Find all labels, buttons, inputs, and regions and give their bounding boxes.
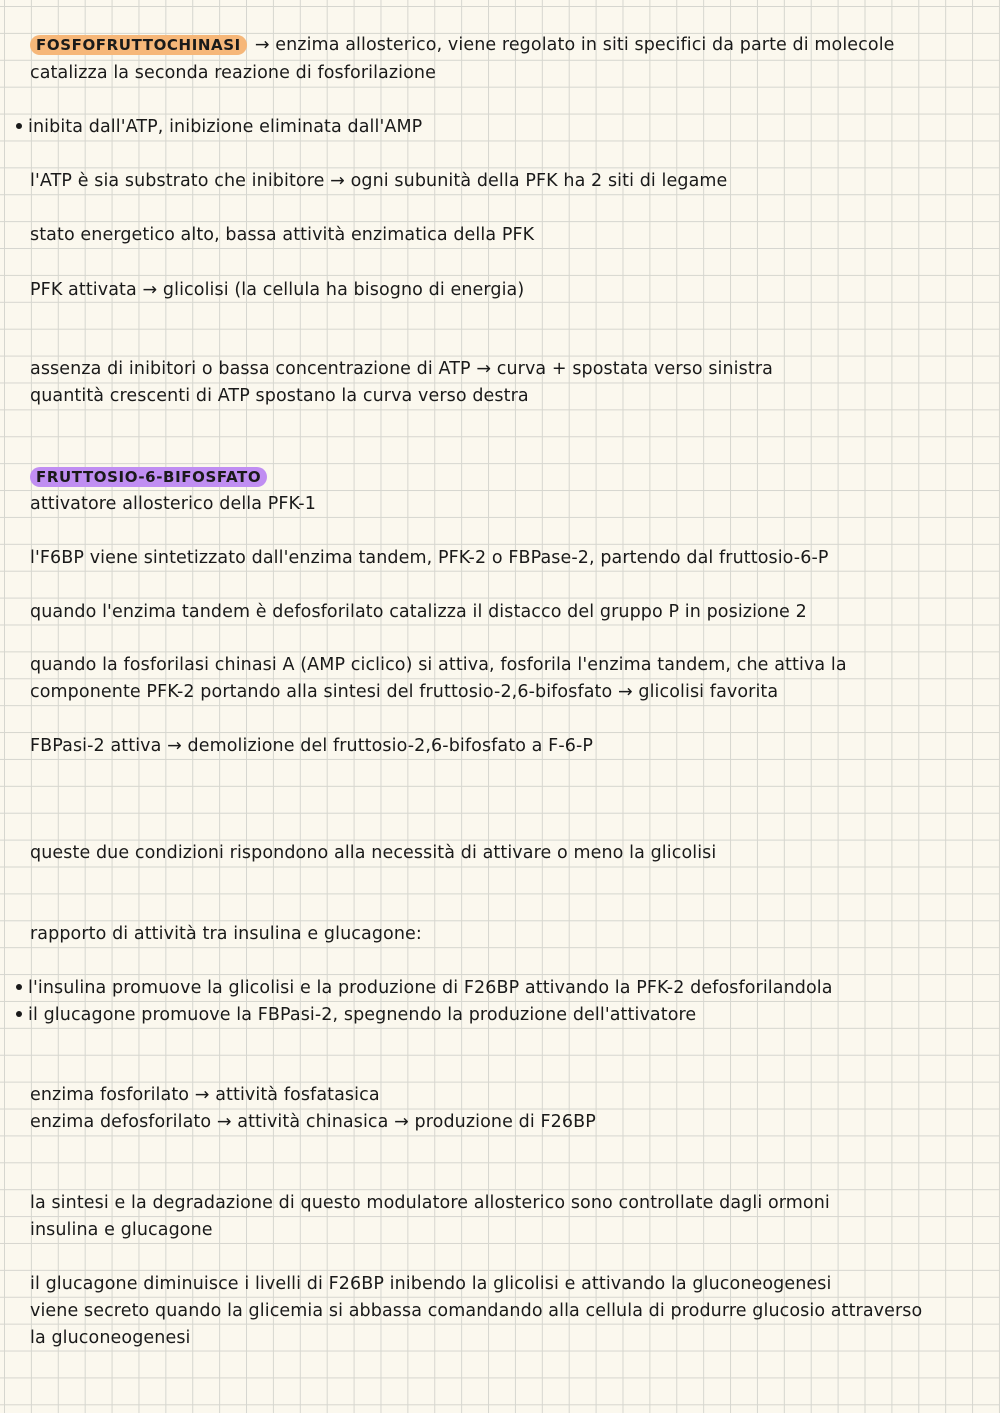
text-line: attivatore allosterico della PFK-1 — [30, 494, 316, 514]
text-line: quando la fosforilasi chinasi A (AMP ciclico) si attiva, fosforila l'enzima tandem, che attiva la — [30, 655, 847, 675]
text-line: FBPasi-2 attiva → demolizione del fruttosio-2,6-bifosfato a F-6-P — [30, 736, 594, 756]
text-line: assenza di inibitori o bassa concentrazione di ATP → curva + spostata verso sinistra — [30, 359, 773, 379]
text-line: catalizza la seconda reazione di fosforilazione — [30, 63, 436, 83]
bullet-item — [16, 114, 992, 141]
text-line: rapporto di attività tra insulina e glucagone: — [30, 924, 422, 944]
heading-row-fosfofruttochinasi — [30, 32, 992, 59]
text-line: PFK attivata → glicolisi (la cellula ha bisogno di energia) — [30, 280, 525, 300]
text-line: componente PFK-2 portando alla sintesi del fruttosio-2,6-bifosfato → glicolisi favorita — [30, 682, 779, 702]
text-line: la gluconeogenesi — [30, 1328, 191, 1348]
text-line: quantità crescenti di ATP spostano la curva verso destra — [30, 386, 529, 406]
text-line: queste due condizioni rispondono alla necessità di attivare o meno la glicolisi — [30, 843, 717, 863]
text-line: l'F6BP viene sintetizzato dall'enzima tandem, PFK-2 o FBPase-2, partendo dal fruttosio-6-P — [30, 548, 829, 568]
bullet-dot — [16, 984, 22, 990]
heading-fosfofruttochinasi: FOSFOFRUTTOCHINASI — [30, 35, 247, 55]
bullet-text: il glucagone promuove la FBPasi-2, spegnendo la produzione dell'attivatore — [28, 1005, 697, 1025]
bullet-dot — [16, 123, 22, 129]
text-line: il glucagone diminuisce i livelli di F26BP inibendo la glicolisi e attivando la gluconeogenesi — [30, 1274, 832, 1294]
text-line: enzima defosforilato → attività chinasica → produzione di F26BP — [30, 1112, 596, 1132]
bullet-text: inibita dall'ATP, inibizione eliminata dall'AMP — [28, 117, 423, 137]
bullet-dot — [16, 1011, 22, 1017]
text-line: viene secreto quando la glicemia si abbassa comandando alla cellula di produrre glucosio attraverso — [30, 1301, 923, 1321]
text-line: enzima fosforilato → attività fosfatasica — [30, 1085, 380, 1105]
text-line: stato energetico alto, bassa attività enzimatica della PFK — [30, 225, 535, 245]
heading-fruttosio-6-bifosfato: FRUTTOSIO-6-BIFOSFATO — [30, 467, 267, 487]
bullet-text: l'insulina promuove la glicolisi e la produzione di F26BP attivando la PFK-2 defosforilandola — [28, 978, 833, 998]
text-line: l'ATP è sia substrato che inibitore → ogni subunità della PFK ha 2 siti di legame — [30, 171, 728, 191]
text-line: quando l'enzima tandem è defosforilato catalizza il distacco del gruppo P in posizione 2 — [30, 602, 807, 622]
text-line: insulina e glucagone — [30, 1220, 213, 1240]
heading-row-fruttosio — [30, 464, 992, 491]
heading-description: → enzima allosterico, viene regolato in siti specifici da parte di molecole — [254, 35, 895, 55]
bullet-item — [16, 1002, 992, 1029]
bullet-item — [16, 975, 992, 1002]
text-line: la sintesi e la degradazione di questo modulatore allosterico sono controllate dagli ormoni — [30, 1193, 830, 1213]
